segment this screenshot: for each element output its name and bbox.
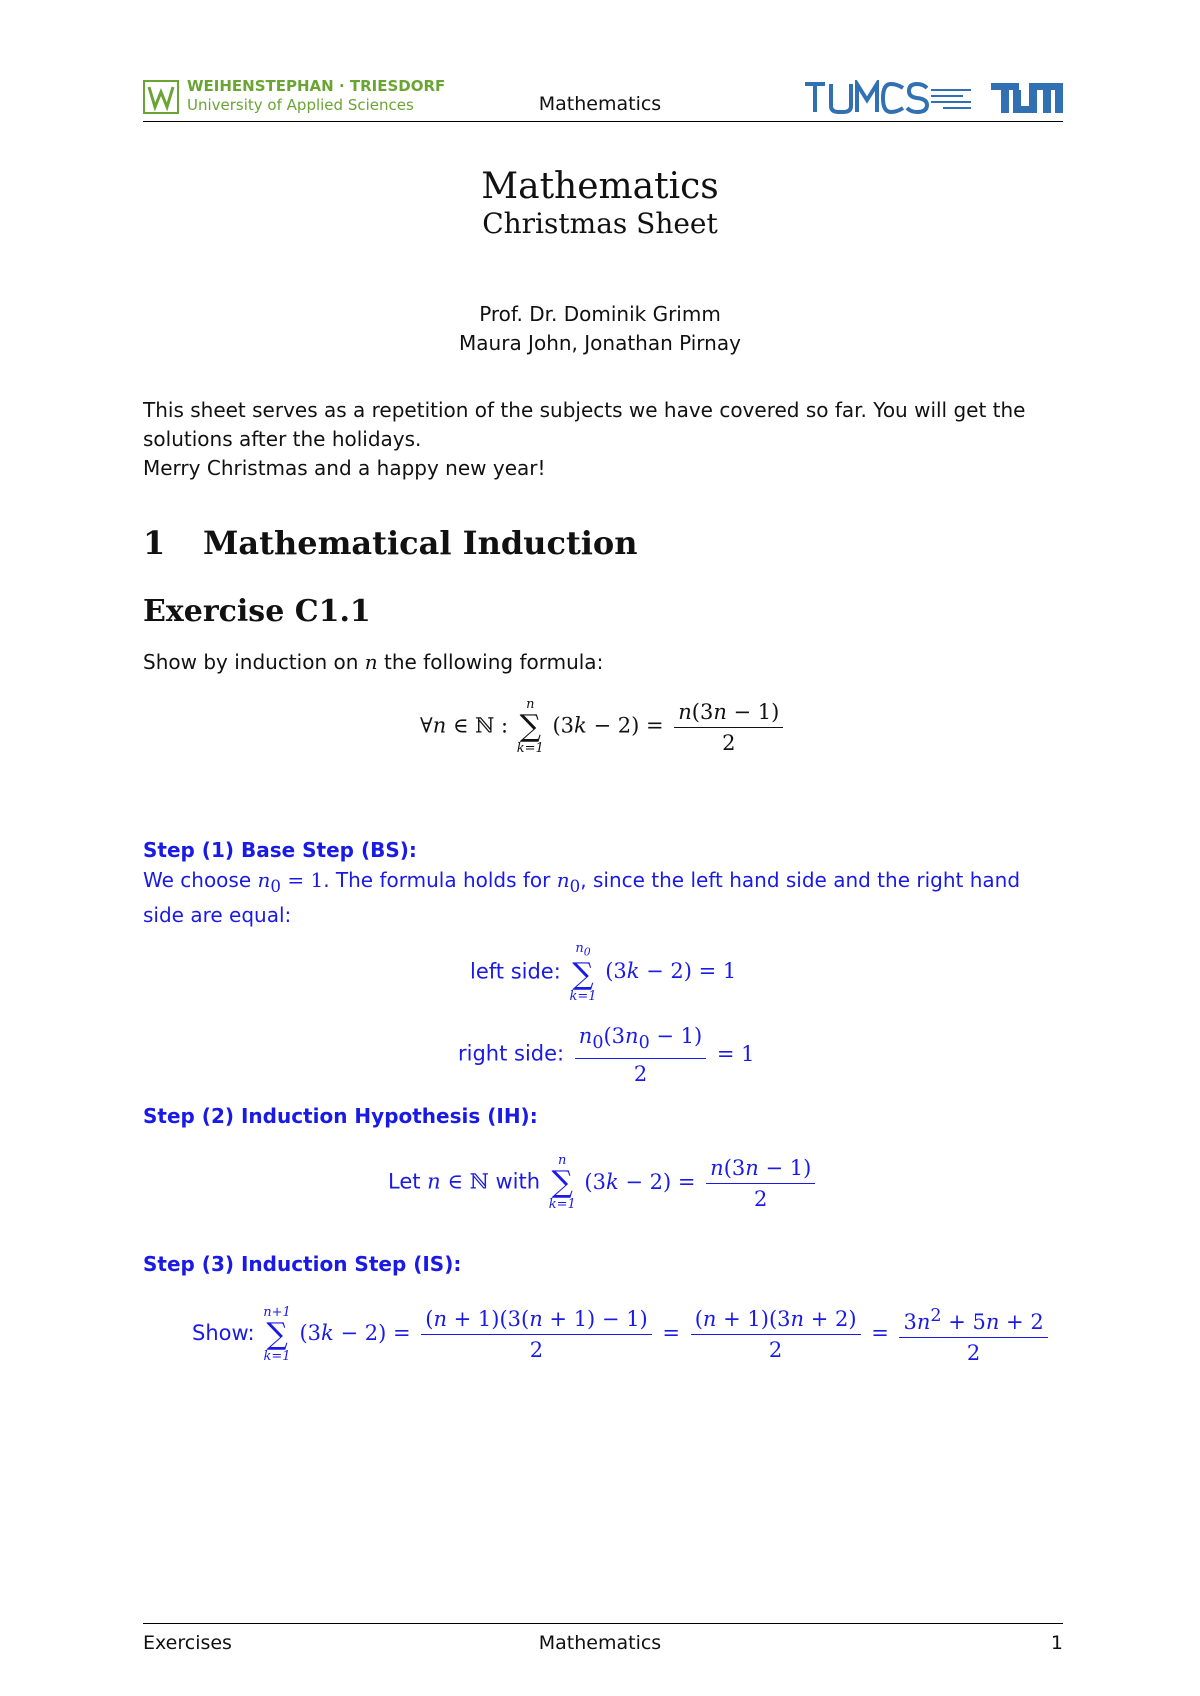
intro-line-1: This sheet serves as a repetition of the subjects we have covered so far. You will get the solutions after the holidays. [143, 398, 1026, 451]
left-side-formula: left side: $n_0$ ∑ k=1 (3k − 2) = 1 [470, 941, 737, 1004]
exercise-prompt: Show by induction on n the following formula: [143, 650, 604, 674]
author-line-1: Prof. Dr. Dominik Grimm [479, 302, 721, 326]
step1-text: We choose $n_0 = 1$. The formula holds for $n_0$, since the left hand side and the right hand side are equal: [143, 868, 1021, 927]
footer-center: Mathematics [538, 1632, 662, 1654]
step1-heading: Step (1) Base Step (BS): [143, 838, 417, 862]
section-heading [143, 524, 638, 562]
step3-heading: Step (3) Induction Step (IS): [143, 1252, 462, 1276]
main-formula: ∀n ∈ ℕ : n ∑ k=1 (3k − 2) = $\frac{n(3n - 1)}{2}$ [420, 698, 787, 756]
step2-heading: Step (2) Induction Hypothesis (IH): [143, 1104, 538, 1128]
logo-line1: WEIHENSTEPHAN · TRIESDORF [187, 77, 446, 95]
intro-paragraph [143, 396, 1063, 483]
footer-left: Exercises [143, 1632, 232, 1654]
induction-step-formula: Show: n+1 ∑ k=1 (3k − 2) = $\frac{(n + 1)(3(n + 1) - 1)}{2}$ = $\frac{(n + 1)(3n + 2)}{2}$ = $\frac{3n^2 + 5n + 2}{2}$ [192, 1303, 1052, 1366]
author-line-2: Maura John, Jonathan Pirnay [459, 331, 741, 355]
tumcs-tum-logo-icon [803, 80, 1065, 116]
section-number: 1 [143, 524, 166, 562]
document-subtitle: Christmas Sheet [482, 207, 718, 240]
induction-hypothesis-formula: Let n ∈ ℕ with n ∑ k=1 (3k − 2) = $\frac{n(3n - 1)}{2}$ [388, 1154, 819, 1212]
page-number: 1 [1050, 1632, 1063, 1654]
logo-line2: University of Applied Sciences [187, 96, 414, 114]
footer-rule [143, 1623, 1063, 1624]
section-title: Mathematical Induction [203, 524, 638, 562]
header-title: Mathematics [538, 93, 662, 115]
document-title: Mathematics [481, 166, 719, 207]
header-rule [143, 121, 1063, 122]
right-side-formula: right side: $\frac{n_0(3n_0 - 1)}{2}$ = 1 [458, 1024, 755, 1087]
intro-line-2: Merry Christmas and a happy new year! [143, 456, 546, 480]
exercise-heading: Exercise C1.1 [143, 594, 371, 629]
